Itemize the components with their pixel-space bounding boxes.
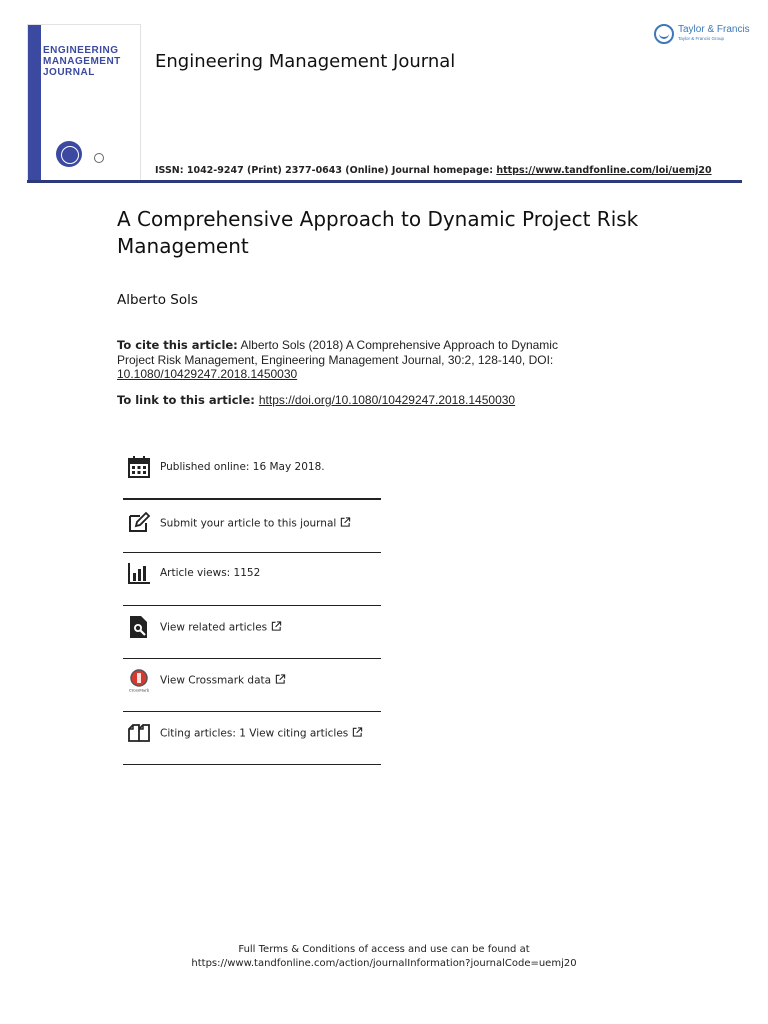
tf-mini-logo-icon [94,153,104,163]
link-label: To link to this article: [117,393,255,407]
related-articles-row[interactable] [123,601,381,653]
journal-homepage-link[interactable]: https://www.tandfonline.com/loi/uemj20 [496,165,712,176]
citing-articles-row[interactable] [123,707,381,759]
submit-article-row[interactable] [123,497,381,549]
edit-icon [127,511,151,535]
calendar-icon [127,455,151,479]
crossmark-row[interactable] [123,654,381,706]
article-doi-link[interactable]: https://doi.org/10.1080/10429247.2018.1450030 [258,393,516,407]
crossmark-icon [127,668,151,692]
info-divider [123,764,381,765]
citation-block [117,338,587,382]
issn-text: ISSN: 1042-9247 (Print) 2377-0643 (Online) Journal homepage: [155,165,497,176]
citing-articles-link[interactable]: Citing articles: 1 View citing articles [160,727,363,740]
tf-circle-icon [654,24,674,44]
article-views-row [123,547,381,599]
related-articles-link[interactable]: View related articles [160,621,282,634]
journal-name: Engineering Management Journal [155,51,456,72]
external-link-icon [352,727,363,738]
bar-chart-icon [127,561,151,585]
asem-seal-icon [56,141,82,167]
external-link-icon [340,517,351,528]
cite-doi-link[interactable]: 10.1080/10429247.2018.1450030 [117,367,298,381]
search-document-icon [127,615,151,639]
crossmark-icon-label: CrossMark [128,688,150,692]
published-row [123,441,381,493]
external-link-icon [271,621,282,632]
cite-label: To cite this article: [117,338,238,352]
cite-text: Alberto Sols (2018) A Comprehensive Approach to Dynamic Project Risk Management, Engineering Management Journal, 30:2, 128-140, DOI: [117,338,558,367]
terms-footer [0,943,768,971]
article-views: Article views: 1152 [160,567,261,579]
article-title: A Comprehensive Approach to Dynamic Project Risk Management [117,207,639,258]
cover-title: ENGINEERING MANAGEMENT JOURNAL [43,45,121,78]
header-rule [27,180,742,183]
submit-article-link[interactable]: Submit your article to this journal [160,517,351,530]
publisher-name: Taylor & Francis [678,24,750,35]
journal-cover [27,24,141,181]
cover-spine [28,25,41,180]
terms-line: Full Terms & Conditions of access and use can be found at [238,944,530,955]
article-author: Alberto Sols [117,292,198,308]
publisher-sub: Taylor & Francis Group [678,36,725,41]
external-link-icon [275,674,286,685]
copy-icon [127,721,151,745]
taylor-francis-logo-icon [654,24,748,48]
crossmark-link[interactable]: View Crossmark data [160,674,286,687]
published-date: Published online: 16 May 2018. [160,461,325,473]
terms-url-link[interactable]: https://www.tandfonline.com/action/journalInformation?journalCode=uemj20 [191,958,577,969]
article-link-line [117,393,515,407]
issn-line [155,165,712,176]
